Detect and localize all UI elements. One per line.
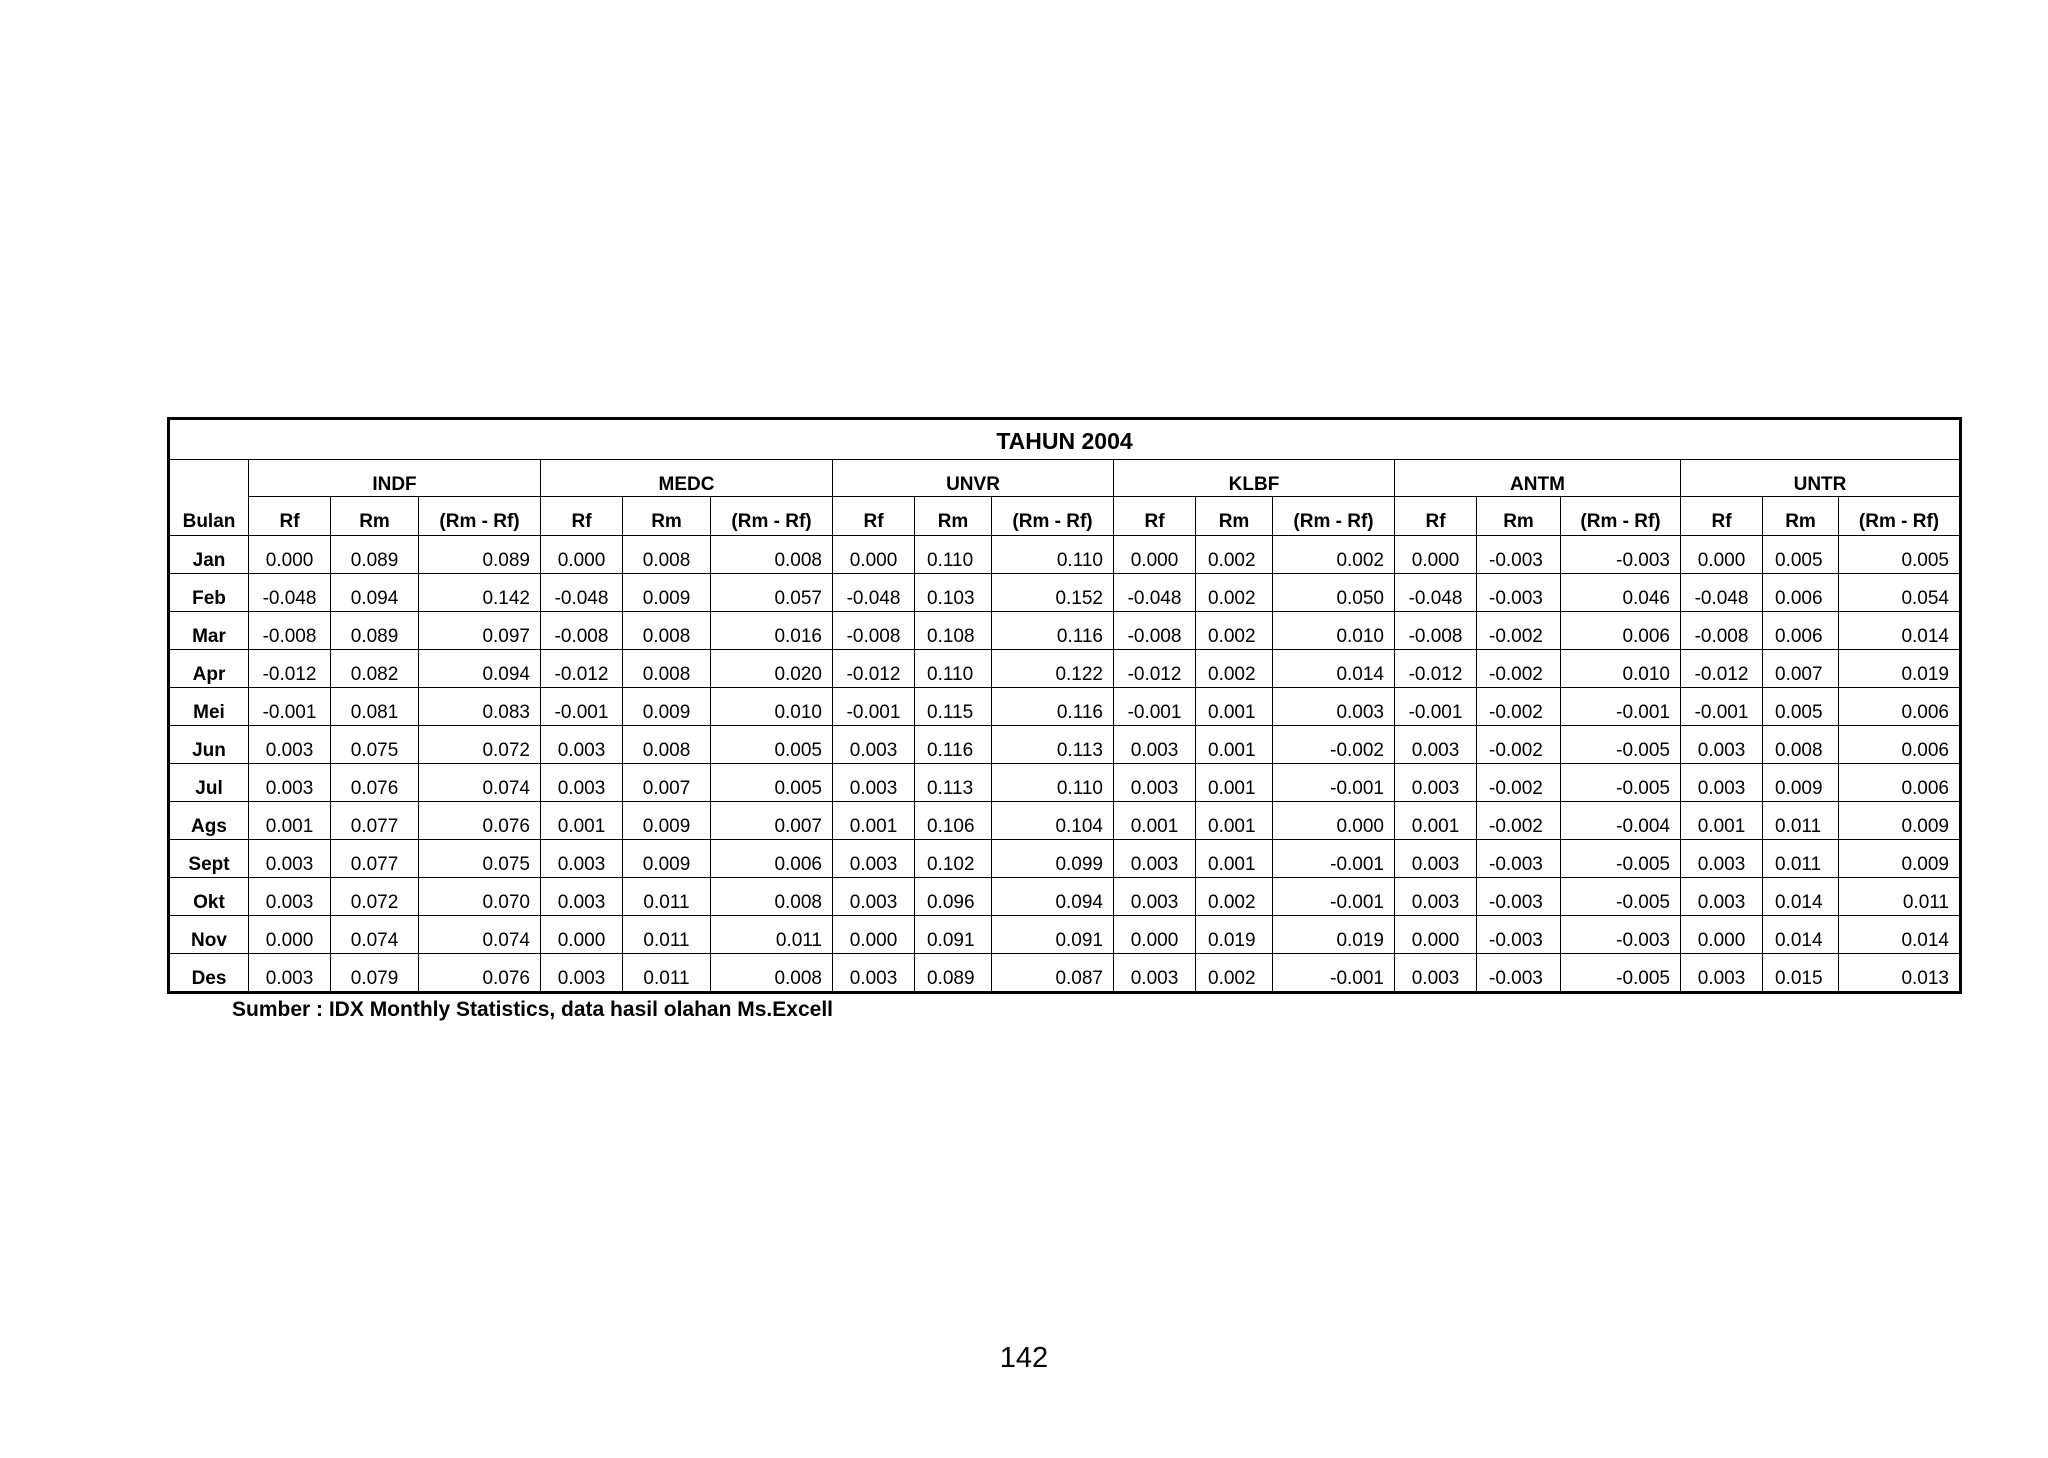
table-title: TAHUN 2004 [169, 419, 1961, 460]
rf-cell: 0.003 [1114, 878, 1196, 916]
rf-cell: 0.003 [833, 726, 915, 764]
excess-return-cell: -0.005 [1561, 840, 1681, 878]
rm-cell: 0.110 [915, 650, 992, 688]
rf-cell: 0.003 [541, 726, 623, 764]
rm-cell: -0.003 [1477, 878, 1561, 916]
table-row [169, 916, 1961, 954]
rm-cell: 0.082 [331, 650, 419, 688]
rf-cell: -0.008 [249, 612, 331, 650]
column-header-rm: Rm [331, 497, 419, 536]
rf-cell: 0.003 [1395, 840, 1477, 878]
rm-cell: -0.002 [1477, 650, 1561, 688]
rf-cell: 0.001 [541, 802, 623, 840]
month-cell: Apr [169, 650, 249, 688]
column-header-rm: Rm [623, 497, 711, 536]
rf-cell: 0.000 [1395, 536, 1477, 574]
rm-cell: 0.001 [1196, 840, 1273, 878]
rm-cell: -0.002 [1477, 802, 1561, 840]
excess-return-cell: 0.010 [1273, 612, 1395, 650]
rm-cell: -0.002 [1477, 764, 1561, 802]
excess-return-cell: 0.099 [992, 840, 1114, 878]
rf-cell: 0.003 [1681, 840, 1763, 878]
excess-return-cell: 0.097 [419, 612, 541, 650]
month-cell: Des [169, 954, 249, 993]
rf-cell: 0.003 [249, 954, 331, 993]
rm-cell: 0.116 [915, 726, 992, 764]
rm-cell: 0.008 [623, 612, 711, 650]
rm-cell: -0.003 [1477, 574, 1561, 612]
excess-return-cell: 0.008 [711, 536, 833, 574]
column-header-excess: (Rm - Rf) [711, 497, 833, 536]
excess-return-cell: 0.116 [992, 688, 1114, 726]
rf-cell: -0.001 [1395, 688, 1477, 726]
excess-return-cell: -0.001 [1273, 764, 1395, 802]
rm-cell: 0.081 [331, 688, 419, 726]
rf-cell: -0.001 [541, 688, 623, 726]
excess-return-cell: 0.010 [711, 688, 833, 726]
rf-cell: 0.003 [1395, 878, 1477, 916]
excess-return-cell: 0.013 [1839, 954, 1961, 993]
excess-return-cell: 0.005 [711, 764, 833, 802]
month-cell: Sept [169, 840, 249, 878]
excess-return-cell: 0.006 [1839, 726, 1961, 764]
rm-cell: 0.002 [1196, 574, 1273, 612]
excess-return-cell: 0.152 [992, 574, 1114, 612]
excess-return-cell: 0.110 [992, 536, 1114, 574]
excess-return-cell: 0.014 [1273, 650, 1395, 688]
excess-return-cell: 0.094 [419, 650, 541, 688]
excess-return-cell: -0.005 [1561, 726, 1681, 764]
rm-cell: -0.002 [1477, 688, 1561, 726]
excess-return-cell: 0.020 [711, 650, 833, 688]
rf-cell: -0.048 [1114, 574, 1196, 612]
rm-cell: 0.011 [1763, 840, 1839, 878]
excess-return-cell: -0.001 [1273, 840, 1395, 878]
source-note: Sumber : IDX Monthly Statistics, data hasil olahan Ms.Excell [232, 998, 833, 1021]
rm-cell: 0.011 [623, 954, 711, 993]
rm-cell: 0.113 [915, 764, 992, 802]
rm-cell: 0.076 [331, 764, 419, 802]
rm-cell: 0.089 [331, 612, 419, 650]
rf-cell: 0.003 [541, 764, 623, 802]
rm-cell: -0.003 [1477, 916, 1561, 954]
table-row [169, 574, 1961, 612]
rf-cell: 0.003 [541, 954, 623, 993]
rm-cell: 0.009 [623, 840, 711, 878]
rm-cell: 0.002 [1196, 954, 1273, 993]
rf-cell: 0.001 [1114, 802, 1196, 840]
rf-cell: -0.008 [1681, 612, 1763, 650]
rm-cell: 0.077 [331, 802, 419, 840]
column-header-rm: Rm [915, 497, 992, 536]
rf-cell: 0.000 [249, 536, 331, 574]
rm-cell: 0.002 [1196, 650, 1273, 688]
rf-cell: -0.008 [1395, 612, 1477, 650]
excess-return-cell: 0.116 [992, 612, 1114, 650]
rf-cell: 0.000 [1114, 916, 1196, 954]
rf-cell: 0.000 [1681, 536, 1763, 574]
excess-return-cell: -0.002 [1273, 726, 1395, 764]
stock-header-klbf: KLBF [1114, 460, 1395, 497]
rm-cell: 0.075 [331, 726, 419, 764]
rf-cell: 0.003 [833, 878, 915, 916]
excess-return-cell: 0.076 [419, 954, 541, 993]
excess-return-cell: 0.050 [1273, 574, 1395, 612]
excess-return-cell: 0.070 [419, 878, 541, 916]
excess-return-cell: 0.019 [1273, 916, 1395, 954]
rf-cell: -0.012 [1114, 650, 1196, 688]
rf-cell: -0.048 [249, 574, 331, 612]
column-header-rf: Rf [1114, 497, 1196, 536]
rf-cell: -0.001 [833, 688, 915, 726]
rf-cell: -0.012 [541, 650, 623, 688]
table-row [169, 802, 1961, 840]
excess-return-cell: 0.083 [419, 688, 541, 726]
rf-cell: -0.001 [249, 688, 331, 726]
rm-cell: 0.001 [1196, 802, 1273, 840]
rm-cell: -0.003 [1477, 840, 1561, 878]
table-row [169, 536, 1961, 574]
rm-cell: 0.007 [623, 764, 711, 802]
rm-cell: 0.009 [623, 688, 711, 726]
table-row [169, 878, 1961, 916]
column-header-row [169, 497, 1961, 536]
excess-return-cell: 0.010 [1561, 650, 1681, 688]
excess-return-cell: 0.075 [419, 840, 541, 878]
excess-return-cell: -0.004 [1561, 802, 1681, 840]
rf-cell: -0.008 [1114, 612, 1196, 650]
rm-cell: 0.005 [1763, 688, 1839, 726]
table-title-row [169, 419, 1961, 460]
excess-return-cell: -0.005 [1561, 764, 1681, 802]
month-cell: Mei [169, 688, 249, 726]
excess-return-cell: 0.094 [992, 878, 1114, 916]
excess-return-cell: 0.110 [992, 764, 1114, 802]
rf-cell: -0.008 [541, 612, 623, 650]
column-header-excess: (Rm - Rf) [1273, 497, 1395, 536]
rm-cell: 0.009 [1763, 764, 1839, 802]
rf-cell: 0.003 [1114, 726, 1196, 764]
excess-return-cell: -0.001 [1273, 878, 1395, 916]
rm-cell: 0.102 [915, 840, 992, 878]
rf-cell: -0.012 [833, 650, 915, 688]
rf-cell: 0.003 [1395, 764, 1477, 802]
stock-header-untr: UNTR [1681, 460, 1961, 497]
rf-cell: 0.000 [833, 916, 915, 954]
excess-return-cell: -0.005 [1561, 878, 1681, 916]
rm-cell: 0.072 [331, 878, 419, 916]
column-header-rf: Rf [1681, 497, 1763, 536]
rf-cell: -0.012 [1681, 650, 1763, 688]
column-header-excess: (Rm - Rf) [1561, 497, 1681, 536]
month-cell: Feb [169, 574, 249, 612]
rf-cell: -0.048 [833, 574, 915, 612]
excess-return-cell: 0.006 [1839, 764, 1961, 802]
rm-cell: 0.005 [1763, 536, 1839, 574]
rm-cell: 0.014 [1763, 878, 1839, 916]
rm-cell: 0.002 [1196, 536, 1273, 574]
rm-cell: -0.003 [1477, 954, 1561, 993]
rm-cell: 0.001 [1196, 764, 1273, 802]
excess-return-cell: 0.122 [992, 650, 1114, 688]
rm-cell: 0.008 [623, 726, 711, 764]
rm-cell: 0.002 [1196, 878, 1273, 916]
rf-cell: 0.000 [249, 916, 331, 954]
month-cell: Ags [169, 802, 249, 840]
rm-cell: 0.006 [1763, 612, 1839, 650]
page-number: 142 [999, 1342, 1049, 1374]
excess-return-cell: 0.014 [1839, 612, 1961, 650]
rm-cell: 0.079 [331, 954, 419, 993]
excess-return-cell: 0.057 [711, 574, 833, 612]
column-header-rm: Rm [1763, 497, 1839, 536]
stock-header-antm: ANTM [1395, 460, 1681, 497]
excess-return-cell: 0.007 [711, 802, 833, 840]
excess-return-cell: 0.074 [419, 764, 541, 802]
excess-return-cell: 0.142 [419, 574, 541, 612]
excess-return-cell: 0.008 [711, 878, 833, 916]
rf-cell: 0.003 [833, 840, 915, 878]
column-header-rf: Rf [541, 497, 623, 536]
rf-cell: 0.003 [1681, 878, 1763, 916]
rf-cell: -0.048 [541, 574, 623, 612]
excess-return-cell: 0.006 [711, 840, 833, 878]
rf-cell: -0.008 [833, 612, 915, 650]
rm-cell: 0.077 [331, 840, 419, 878]
rm-cell: 0.089 [915, 954, 992, 993]
column-header-rf: Rf [1395, 497, 1477, 536]
excess-return-cell: 0.054 [1839, 574, 1961, 612]
rm-cell: 0.115 [915, 688, 992, 726]
excess-return-cell: -0.001 [1561, 688, 1681, 726]
table-row [169, 726, 1961, 764]
excess-return-cell: 0.006 [1839, 688, 1961, 726]
rf-cell: -0.048 [1395, 574, 1477, 612]
rf-cell: 0.000 [1681, 916, 1763, 954]
rf-cell: 0.001 [1395, 802, 1477, 840]
excess-return-cell: 0.104 [992, 802, 1114, 840]
excess-return-cell: 0.008 [711, 954, 833, 993]
rm-cell: 0.110 [915, 536, 992, 574]
column-header-excess: (Rm - Rf) [1839, 497, 1961, 536]
rm-cell: 0.002 [1196, 612, 1273, 650]
rm-cell: -0.002 [1477, 612, 1561, 650]
rf-cell: 0.003 [249, 764, 331, 802]
rm-cell: 0.089 [331, 536, 419, 574]
rm-cell: 0.007 [1763, 650, 1839, 688]
month-cell: Okt [169, 878, 249, 916]
bulan-header: Bulan [169, 497, 249, 536]
rm-cell: 0.008 [623, 650, 711, 688]
rf-cell: -0.001 [1114, 688, 1196, 726]
excess-return-cell: -0.003 [1561, 916, 1681, 954]
excess-return-cell: -0.003 [1561, 536, 1681, 574]
excess-return-cell: 0.002 [1273, 536, 1395, 574]
rm-cell: 0.015 [1763, 954, 1839, 993]
rf-cell: 0.003 [1681, 954, 1763, 993]
month-cell: Jul [169, 764, 249, 802]
stock-header-indf: INDF [249, 460, 541, 497]
month-cell: Jun [169, 726, 249, 764]
excess-return-cell: 0.005 [711, 726, 833, 764]
stock-header-unvr: UNVR [833, 460, 1114, 497]
column-header-excess: (Rm - Rf) [419, 497, 541, 536]
rm-cell: 0.108 [915, 612, 992, 650]
excess-return-cell: 0.046 [1561, 574, 1681, 612]
rm-cell: 0.019 [1196, 916, 1273, 954]
column-header-excess: (Rm - Rf) [992, 497, 1114, 536]
excess-return-cell: 0.014 [1839, 916, 1961, 954]
excess-return-cell: 0.074 [419, 916, 541, 954]
rm-cell: 0.011 [623, 916, 711, 954]
rm-cell: 0.011 [623, 878, 711, 916]
rm-cell: 0.106 [915, 802, 992, 840]
excess-return-cell: 0.019 [1839, 650, 1961, 688]
rf-cell: 0.001 [1681, 802, 1763, 840]
table-row [169, 954, 1961, 993]
rf-cell: 0.001 [249, 802, 331, 840]
excess-return-cell: -0.005 [1561, 954, 1681, 993]
rm-cell: 0.011 [1763, 802, 1839, 840]
table-row [169, 688, 1961, 726]
excess-return-cell: 0.091 [992, 916, 1114, 954]
excess-return-cell: 0.087 [992, 954, 1114, 993]
rf-cell: 0.003 [249, 840, 331, 878]
excess-return-cell: 0.006 [1561, 612, 1681, 650]
rf-cell: 0.003 [1681, 726, 1763, 764]
rf-cell: 0.003 [1395, 726, 1477, 764]
column-header-rm: Rm [1477, 497, 1561, 536]
stock-group-header-row [169, 460, 1961, 497]
rf-cell: 0.003 [541, 840, 623, 878]
rf-cell: 0.000 [1114, 536, 1196, 574]
excess-return-cell: 0.016 [711, 612, 833, 650]
corner-cell [169, 460, 249, 497]
rf-cell: 0.001 [833, 802, 915, 840]
excess-return-cell: 0.000 [1273, 802, 1395, 840]
rf-cell: 0.003 [1114, 764, 1196, 802]
rm-cell: 0.094 [331, 574, 419, 612]
rm-cell: 0.009 [623, 574, 711, 612]
rf-cell: -0.012 [1395, 650, 1477, 688]
excess-return-cell: 0.113 [992, 726, 1114, 764]
rm-cell: 0.001 [1196, 688, 1273, 726]
rf-cell: 0.003 [541, 878, 623, 916]
rm-cell: -0.003 [1477, 536, 1561, 574]
rf-cell: 0.000 [833, 536, 915, 574]
month-cell: Nov [169, 916, 249, 954]
rm-cell: 0.074 [331, 916, 419, 954]
rf-cell: 0.000 [541, 916, 623, 954]
table-row [169, 612, 1961, 650]
rf-cell: -0.001 [1681, 688, 1763, 726]
rf-cell: -0.048 [1681, 574, 1763, 612]
excess-return-cell: 0.011 [1839, 878, 1961, 916]
table-row [169, 840, 1961, 878]
excess-return-cell: 0.009 [1839, 802, 1961, 840]
rm-cell: 0.008 [623, 536, 711, 574]
rm-cell: 0.096 [915, 878, 992, 916]
returns-table [167, 417, 1962, 994]
rm-cell: 0.103 [915, 574, 992, 612]
excess-return-cell: 0.011 [711, 916, 833, 954]
rf-cell: 0.003 [833, 954, 915, 993]
rf-cell: 0.000 [1395, 916, 1477, 954]
rm-cell: 0.008 [1763, 726, 1839, 764]
rf-cell: 0.003 [1114, 840, 1196, 878]
rm-cell: 0.014 [1763, 916, 1839, 954]
month-cell: Jan [169, 536, 249, 574]
rm-cell: 0.001 [1196, 726, 1273, 764]
rf-cell: 0.003 [249, 726, 331, 764]
month-cell: Mar [169, 612, 249, 650]
table-row [169, 650, 1961, 688]
rf-cell: 0.003 [1681, 764, 1763, 802]
column-header-rm: Rm [1196, 497, 1273, 536]
rf-cell: -0.012 [249, 650, 331, 688]
rf-cell: 0.003 [833, 764, 915, 802]
excess-return-cell: 0.005 [1839, 536, 1961, 574]
column-header-rf: Rf [249, 497, 331, 536]
rf-cell: 0.003 [249, 878, 331, 916]
table-row [169, 764, 1961, 802]
rf-cell: 0.003 [1395, 954, 1477, 993]
column-header-rf: Rf [833, 497, 915, 536]
excess-return-cell: 0.089 [419, 536, 541, 574]
excess-return-cell: 0.009 [1839, 840, 1961, 878]
rm-cell: 0.006 [1763, 574, 1839, 612]
excess-return-cell: 0.003 [1273, 688, 1395, 726]
excess-return-cell: -0.001 [1273, 954, 1395, 993]
excess-return-cell: 0.076 [419, 802, 541, 840]
rm-cell: 0.091 [915, 916, 992, 954]
excess-return-cell: 0.072 [419, 726, 541, 764]
rf-cell: 0.003 [1114, 954, 1196, 993]
stock-header-medc: MEDC [541, 460, 833, 497]
rf-cell: 0.000 [541, 536, 623, 574]
rm-cell: 0.009 [623, 802, 711, 840]
rm-cell: -0.002 [1477, 726, 1561, 764]
